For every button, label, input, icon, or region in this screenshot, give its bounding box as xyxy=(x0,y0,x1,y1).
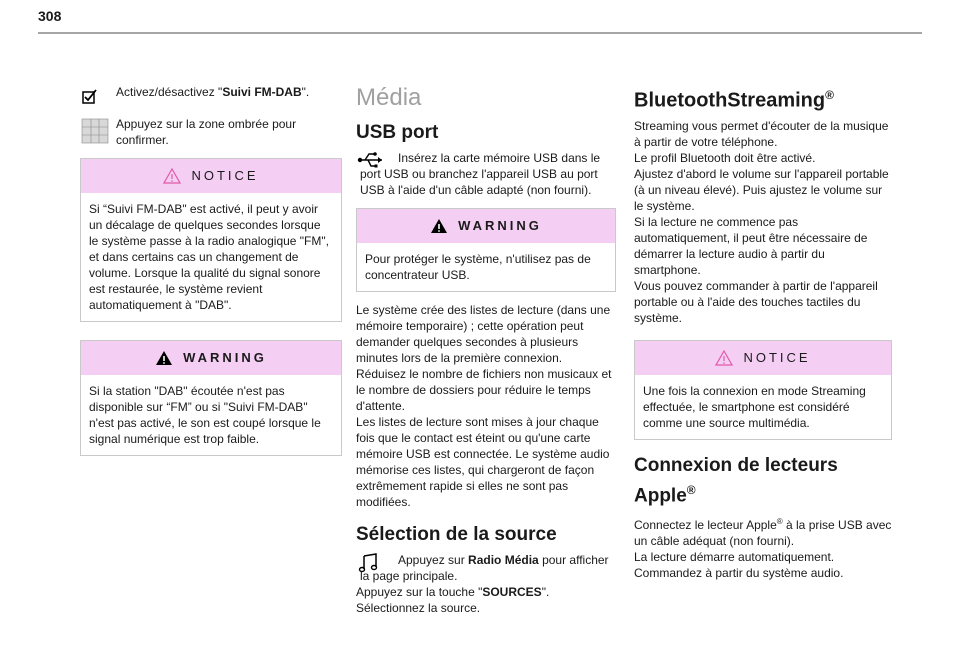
warning-header: WARNING xyxy=(81,341,341,375)
usb-warning-body: Pour protéger le système, n'utilisez pas de concentrateur USB. xyxy=(365,252,591,282)
heading-usb-port: USB port xyxy=(356,122,439,143)
section-title-media: Média xyxy=(356,84,422,111)
warning-triangle-icon xyxy=(155,350,173,366)
heading-bluetooth-streaming: BluetoothStreaming® xyxy=(634,88,834,112)
column-1 xyxy=(84,84,344,466)
column-3 xyxy=(634,84,892,581)
notice-body: Si “Suivi FM-DAB" est activé, il peut y avoir un décalage de quelques secondes lorsque le système passe à la radio analogique "FM", et dans certains cas un changement de volume. Lorsque la qualité du signal sonore est restaurée, le système revient automatiquement à "DAB". xyxy=(89,202,329,312)
toggle-item: Activez/désactivez "Suivi FM-DAB". xyxy=(80,84,344,110)
source-item: Appuyez sur Radio Média pour afficher la page principale. xyxy=(356,552,618,584)
warning-body: Si la station "DAB" écoutée n'est pas disponible sur “FM” ou si "Suivi FM-DAB" n'est pas activé, le son est coupé lorsque le signal numérique est trop faible. xyxy=(89,384,321,446)
notice-triangle-icon xyxy=(163,168,181,184)
page-number: 308 xyxy=(38,8,62,24)
top-divider xyxy=(38,32,922,34)
column-2: Média USB port Insérez la carte mémoire USB dans le port USB ou branchez l'appareil USB au port USB à l'aide d'un câble adapté (non fourni). WARNING Pour protéger le système, n'utilisez pas de concentrateur USB. Le système crée des listes de lecture (dans une mémoire temporaire) ; cette opération peut demander quelques secondes à plusieurs minutes lors de la première connexion. Réduisez le nombre de fichiers non musicaux et le nombre de dossiers pour réduire le temps d'attente. Les listes de lecture sont mises à jour chaque fois que le contact est éteint ou qu'une carte mémoire USB est connectée. Le système audio mémorise ces listes, qui chargeront de façon extrêmement rapide si elles ne sont pas modifiées. Sélection de la source Appuyez sur Radio Média pour afficher la page principale. Appuyez sur la touche "SOURCES". Sélectionnez la source. xyxy=(356,84,618,616)
confirm-item: Appuyez sur la zone ombrée pour confirmer. xyxy=(80,116,344,150)
warning-box xyxy=(80,340,342,456)
warning-triangle-icon xyxy=(430,218,448,234)
notice-triangle-icon xyxy=(715,350,733,366)
bluetooth-text: Streaming vous permet d'écouter de la musique à partir de votre téléphone. Le profil Bluetooth doit être activé. Ajustez d'abord le volume sur l'appareil portable (à un niveau élevé). Puis ajustez le volume sur le système. Si la lecture ne commence pas automatiquement, il peut être nécessaire de démarrer la lecture audio à partir du smartphone. Vous pouvez commander à partir de l'appareil portable ou à l'aide des touches tactiles du système. xyxy=(634,118,889,325)
streaming-notice-box xyxy=(634,340,892,440)
streaming-notice-body: Une fois la connexion en mode Streaming effectuée, le smartphone est considéré comme une source multimédia. xyxy=(643,383,866,430)
usb-warning-header: WARNING xyxy=(357,209,615,243)
usb-item: Insérez la carte mémoire USB dans le port USB ou branchez l'appareil USB au port USB à l'aide d'un câble adapté (non fourni). xyxy=(356,150,618,198)
heading-source-selection: Sélection de la source xyxy=(356,524,557,545)
checkbox-icon xyxy=(80,84,112,110)
notice-box xyxy=(80,158,342,322)
heading-apple-connection: Connexion de lecteurs Apple® xyxy=(634,454,838,506)
streaming-notice-header: NOTICE xyxy=(635,341,891,375)
shaded-zone-icon xyxy=(80,116,112,150)
apple-text: Connectez le lecteur Apple® à la prise USB avec un câble adéquat (non fourni). La lecture démarre automatiquement. Commandez à partir du système audio. xyxy=(634,516,892,580)
usb-warning-box xyxy=(356,208,616,292)
playlist-text: Le système crée des listes de lecture (dans une mémoire temporaire) ; cette opération peut demander quelques secondes à plusieurs minutes lors de la première connexion. Réduisez le nombre de fichiers non musicaux et le nombre de dossiers pour réduire le temps d'attente. Les listes de lecture sont mises à jour chaque fois que le contact est éteint ou qu'une carte mémoire USB est connectée. Le système audio mémorise ces listes, qui chargeront de façon extrêmement rapide si elles ne sont pas modifiées. xyxy=(356,303,612,509)
notice-header: NOTICE xyxy=(81,159,341,193)
